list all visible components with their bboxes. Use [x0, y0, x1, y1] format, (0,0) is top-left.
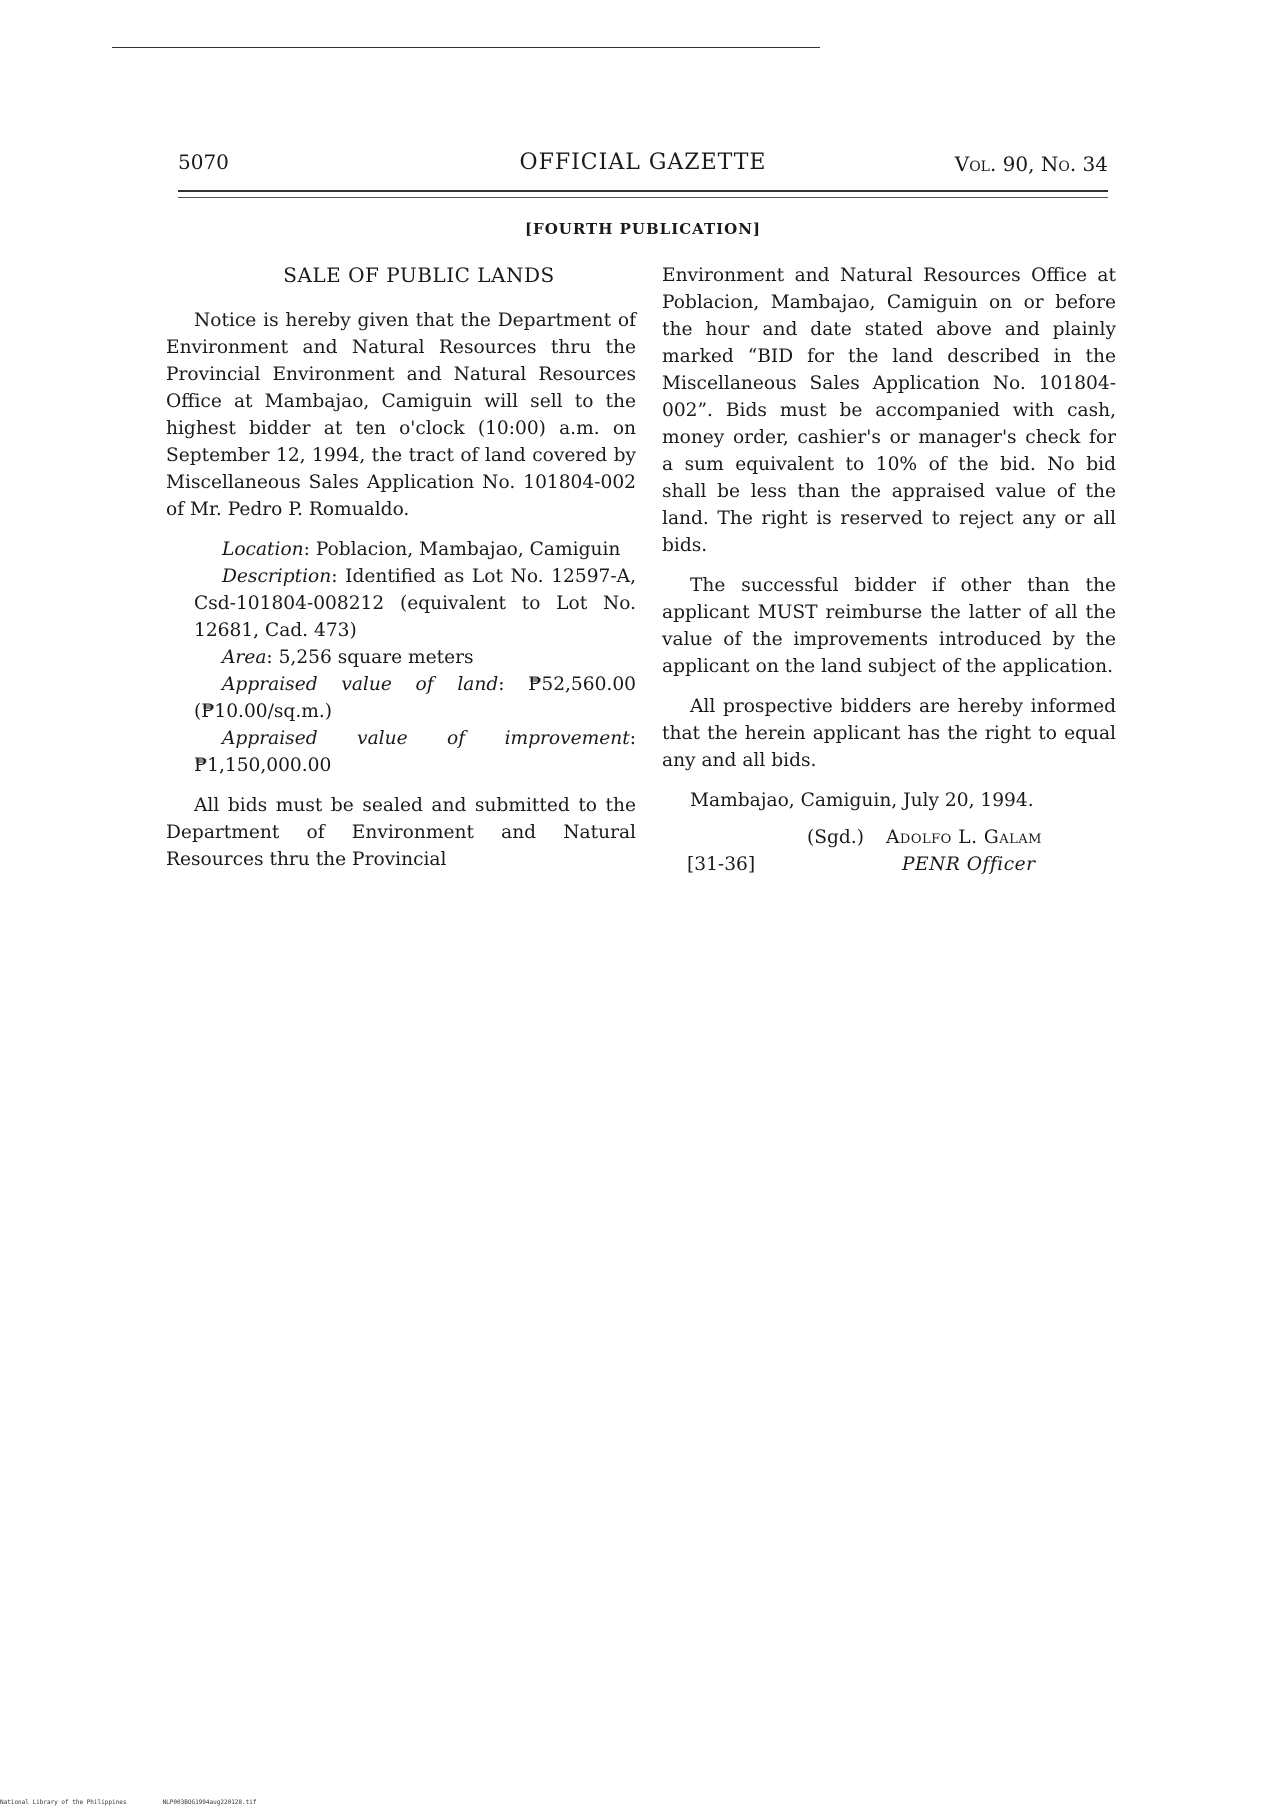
detail-value: Poblacion, Mambajao, Camiguin: [315, 539, 621, 560]
detail-label: Appraised value of land: [222, 674, 499, 695]
detail-location: Location: Poblacion, Mambajao, Camiguin: [222, 539, 621, 560]
left-column: [166, 262, 636, 873]
volume-number: [955, 152, 1108, 176]
detail-improvement-value: Appraised value of improvement: ₱1,150,000.00: [194, 728, 636, 776]
page-number: 5070: [178, 150, 229, 174]
publication-range: [31-36]: [687, 854, 756, 875]
detail-area: Area: 5,256 square meters: [222, 647, 474, 668]
notice-title: SALE OF PUBLIC LANDS: [283, 263, 555, 287]
signature-block: [662, 824, 1116, 878]
detail-label: Description: [222, 566, 332, 587]
header-rule: [178, 190, 1108, 192]
detail-land-value: Appraised value of land: ₱52,560.00 (₱10.00/sq.m.): [194, 674, 636, 722]
top-rule: [112, 47, 820, 48]
publication-title: OFFICIAL GAZETTE: [519, 150, 767, 175]
signer-name: Adolfo L. Galam: [886, 827, 1042, 848]
detail-value: Identified as Lot No. 12597-A, Csd-101804-008212 (equivalent to Lot No. 12681, Cad. 473): [194, 566, 636, 641]
reimburse-paragraph: The successful bidder if other than the applicant MUST reimburse the latter of all the value of the improvements introduced by the applicant on the land subject of the application.: [662, 575, 1116, 677]
footer-file-name: NLP003BOG1994aug220128.tif: [162, 1799, 257, 1806]
detail-value: 5,256 square meters: [278, 647, 474, 668]
detail-label: Area: [222, 647, 267, 668]
detail-label: Location: [222, 539, 304, 560]
scan-footer: [0, 1799, 256, 1806]
dateline: Mambajao, Camiguin, July 20, 1994.: [690, 790, 1034, 811]
signed-mark: (Sgd.): [807, 827, 864, 848]
detail-value: ₱1,150,000.00: [194, 755, 332, 776]
notice-paragraph: Notice is hereby given that the Department of Environment and Natural Resources thru the Provincial Environment and Natural Resources Office at Mambajao, Camiguin will sell to the highest bidder at ten o'clock (10:00) a.m. on September 12, 1994, the tract of land covered by Miscellaneous Sales Application No. 101804-002 of Mr. Pedro P. Romualdo.: [166, 310, 636, 520]
right-column: [662, 262, 1116, 878]
header-rule-thin: [178, 197, 1108, 198]
detail-label: Appraised value of improvement: [222, 728, 630, 749]
detail-description: Description: Identified as Lot No. 12597-A, Csd-101804-008212 (equivalent to Lot No. 12681, Cad. 473): [194, 566, 636, 641]
right-to-equal-paragraph: All prospective bidders are hereby informed that the herein applicant has the right to equal any and all bids.: [662, 696, 1116, 771]
publication-note: [FOURTH PUBLICATION]: [524, 220, 762, 238]
signer-title: PENR Officer: [902, 854, 1036, 875]
bid-submission-paragraph-continued: Environment and Natural Resources Office at Poblacion, Mambajao, Camiguin on or before the hour and date stated above and plainly marked “BID for the land described in the Miscellaneous Sales Application No. 101804-002”. Bids must be accompanied with cash, money order, cashier's or manager's check for a sum equivalent to 10% of the bid. No bid shall be less than the appraised value of the land. The right is reserved to reject any or all bids.: [662, 265, 1116, 556]
page-header: [178, 150, 1108, 184]
volume-text: Vol. 90, No. 34: [954, 152, 1108, 176]
detail-value: ₱52,560.00 (₱10.00/sq.m.): [194, 674, 636, 722]
bid-submission-paragraph: All bids must be sealed and submitted to the Department of Environment and Natural Resources thru the Provincial: [166, 795, 636, 870]
footer-library: National Library of the Philippines: [0, 1799, 127, 1806]
